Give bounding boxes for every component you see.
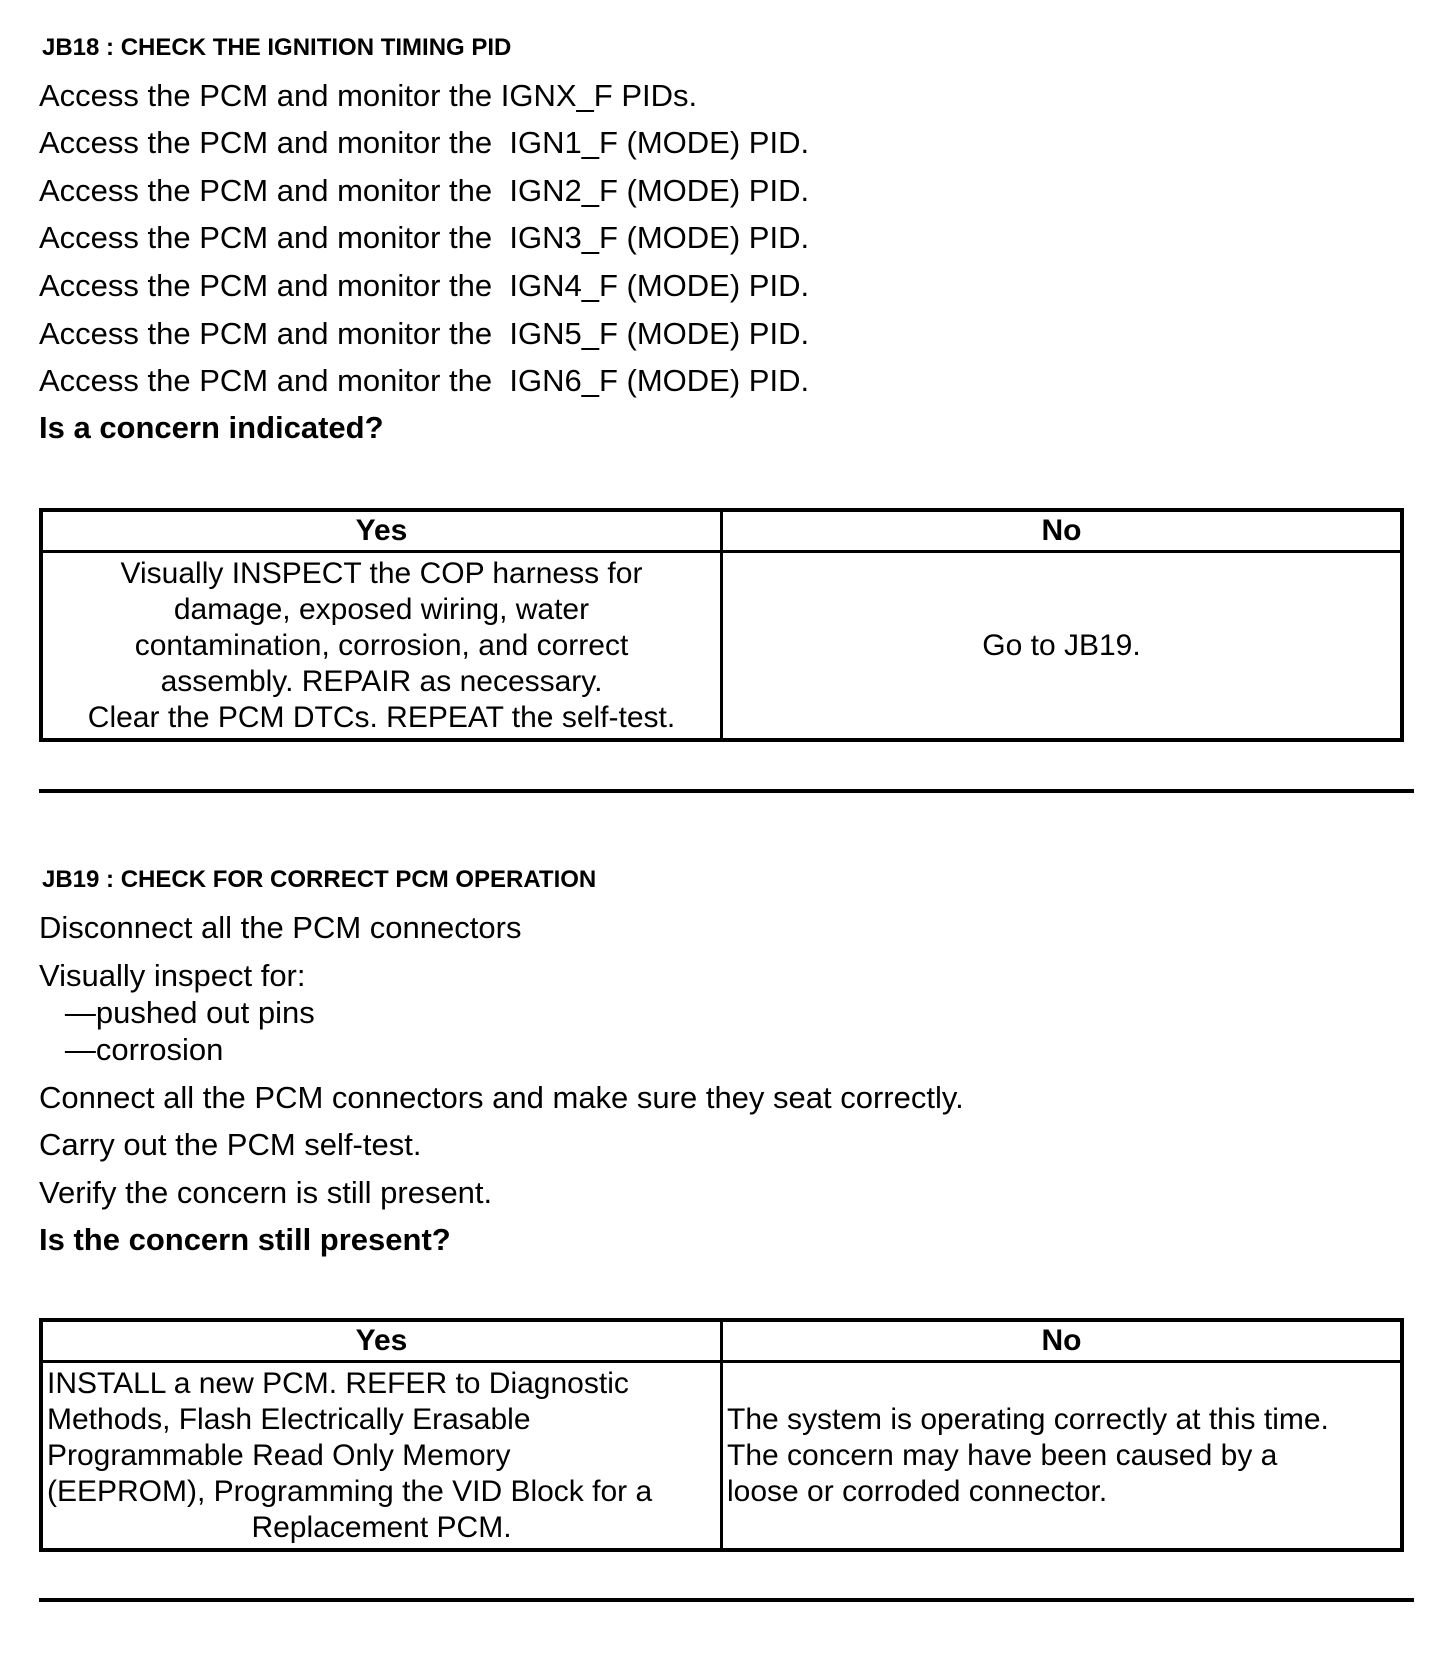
- yes-header: Yes: [41, 1320, 722, 1362]
- no-header: No: [722, 510, 1403, 552]
- jb18-step: Access the PCM and monitor the IGN3_F (MODE) PID.: [39, 220, 810, 255]
- jb19-step: Carry out the PCM self-test.: [39, 1127, 422, 1162]
- no-header: No: [722, 1320, 1403, 1362]
- cell-line: INSTALL a new PCM. REFER to Diagnostic: [47, 1366, 629, 1400]
- jb19-step: Visually inspect for:: [39, 958, 306, 993]
- yes-cell: [41, 552, 722, 741]
- jb18-step: Access the PCM and monitor the IGN2_F (MODE) PID.: [39, 173, 810, 208]
- jb18-step: Access the PCM and monitor the IGN6_F (MODE) PID.: [39, 363, 810, 398]
- cell-line: Clear the PCM DTCs. REPEAT the self-test.: [87, 700, 676, 734]
- jb19-question: Is the concern still present?: [39, 1222, 451, 1257]
- cell-line: contamination, corrosion, and correct: [134, 628, 629, 662]
- yes-header: Yes: [41, 510, 722, 552]
- cell-line: Visually INSPECT the COP harness for: [120, 556, 643, 590]
- jb19-step: Connect all the PCM connectors and make sure they seat correctly.: [39, 1080, 964, 1115]
- cell-line: The system is operating correctly at this time.: [727, 1402, 1329, 1436]
- jb19-step: Verify the concern is still present.: [39, 1175, 493, 1210]
- jb19-substep: —pushed out pins: [39, 995, 315, 1030]
- jb18-step: Access the PCM and monitor the IGN1_F (MODE) PID.: [39, 125, 810, 160]
- jb18-step: Access the PCM and monitor the IGNX_F PIDs.: [39, 78, 698, 113]
- jb19-substep: —corrosion: [39, 1032, 224, 1067]
- jb19-result-table: [39, 1318, 1404, 1552]
- cell-line: (EEPROM), Programming the VID Block for a: [47, 1474, 653, 1508]
- jb18-result-table: [39, 508, 1404, 742]
- cell-line: Programmable Read Only Memory: [47, 1438, 511, 1472]
- jb18-heading: JB18 : CHECK THE IGNITION TIMING PID: [42, 34, 512, 61]
- no-cell: [722, 1362, 1403, 1551]
- cell-line: Replacement PCM.: [251, 1510, 512, 1544]
- yes-cell: [41, 1362, 722, 1551]
- jb19-heading: JB19 : CHECK FOR CORRECT PCM OPERATION: [42, 866, 597, 893]
- no-cell: Go to JB19.: [722, 552, 1403, 741]
- section-divider: [39, 789, 1414, 793]
- jb18-question: Is a concern indicated?: [39, 410, 384, 445]
- cell-line: damage, exposed wiring, water: [173, 592, 590, 626]
- section-divider: [39, 1598, 1414, 1602]
- cell-line: Methods, Flash Electrically Erasable: [47, 1402, 531, 1436]
- jb19-step: Disconnect all the PCM connectors: [39, 910, 522, 945]
- jb18-step: Access the PCM and monitor the IGN4_F (MODE) PID.: [39, 268, 810, 303]
- cell-line: assembly. REPAIR as necessary.: [160, 664, 603, 698]
- cell-line: loose or corroded connector.: [727, 1474, 1108, 1508]
- jb18-step: Access the PCM and monitor the IGN5_F (MODE) PID.: [39, 316, 810, 351]
- cell-line: The concern may have been caused by a: [727, 1438, 1278, 1472]
